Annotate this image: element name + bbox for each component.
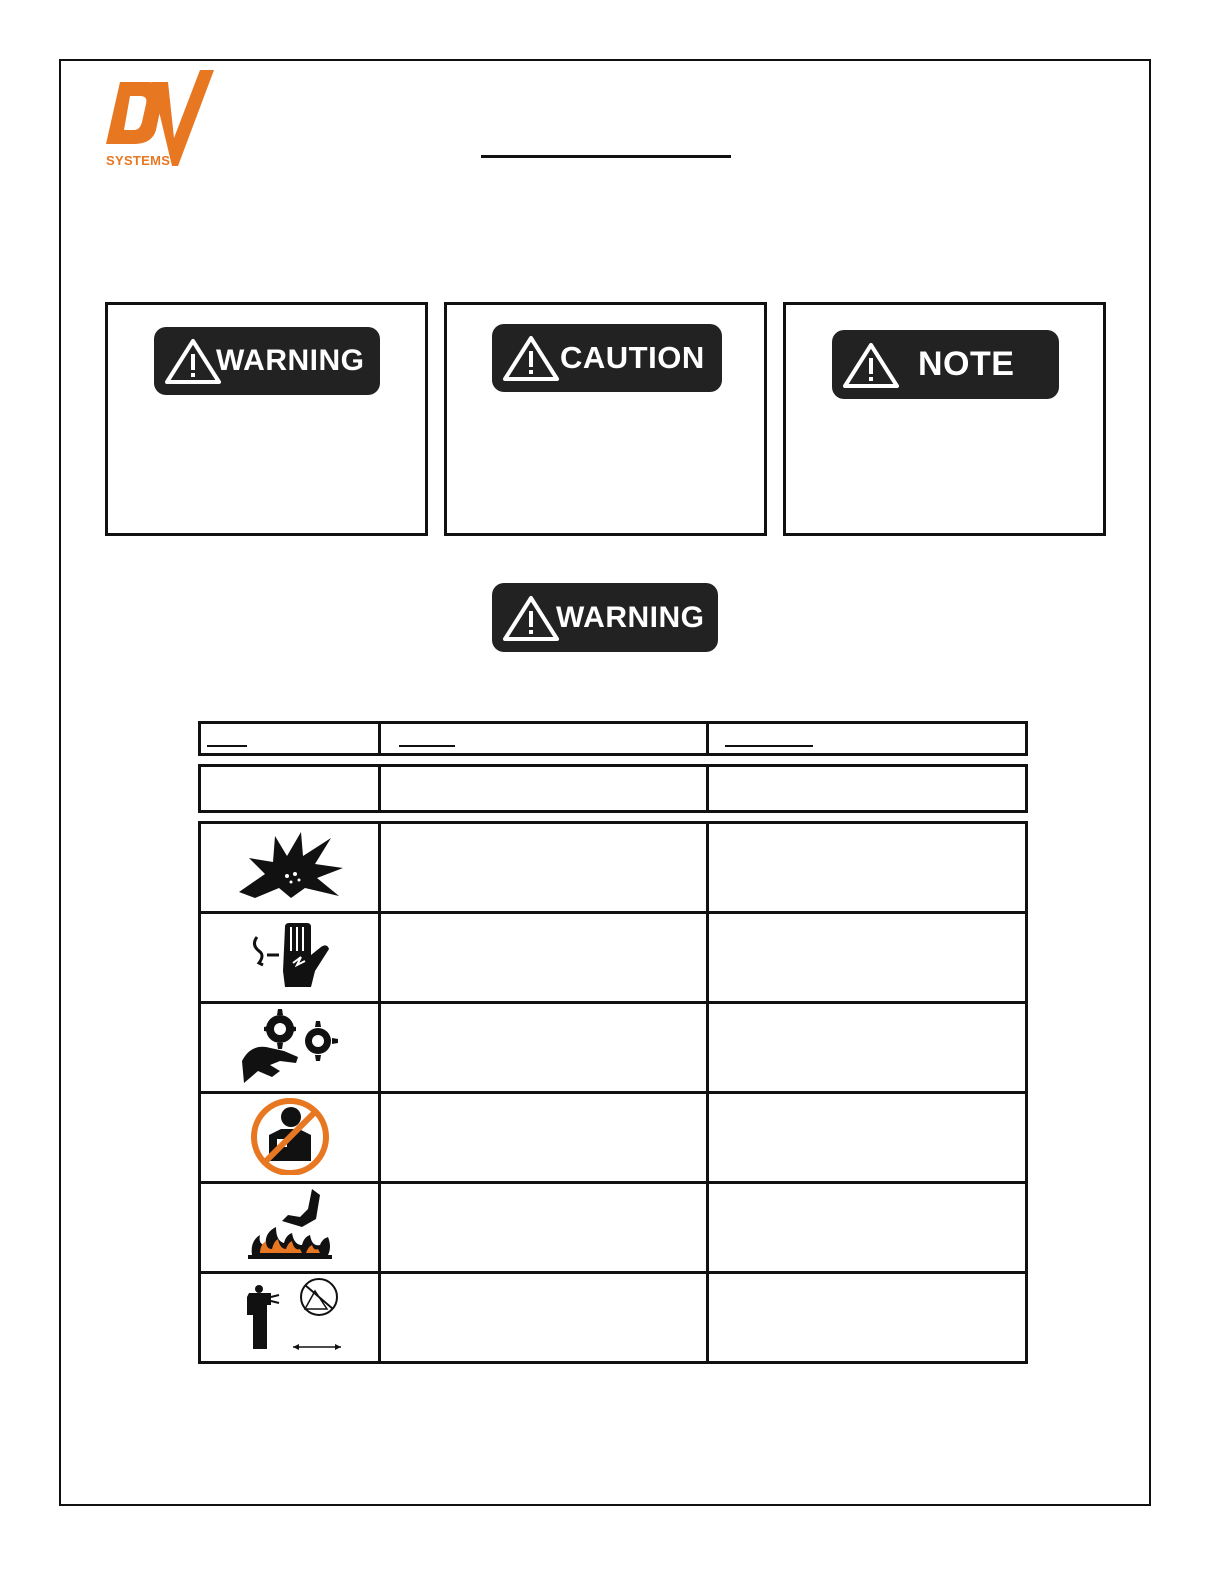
hazard-table-header [198,721,1028,756]
hazard-table [198,821,1028,1364]
hazard-description-cell [380,1183,708,1273]
header-cell-hazard [380,723,708,755]
header-cell-prevention [708,723,1027,755]
hazard-table-blank-row [198,764,1028,813]
table-row [200,1003,1027,1093]
hazard-icon-cell [200,1183,380,1273]
hazard-icon-cell [200,913,380,1003]
hazard-prevention-cell [708,1183,1027,1273]
blank-cell [380,766,708,812]
hazard-icon-cell [200,1273,380,1363]
hazard-description-cell [380,1093,708,1183]
hazard-description-cell [380,1273,708,1363]
ejection-projectile-icon [235,1275,345,1355]
explosion-hazard-icon [235,830,345,900]
no-access-prohibition-icon [247,1095,333,1175]
blank-cell [200,766,380,812]
warning-triangle-icon [502,334,560,382]
table-row [200,1183,1027,1273]
note-definition-box [783,302,1106,536]
note-badge [832,330,1059,399]
warning-triangle-icon [502,594,560,642]
hazard-description-cell [380,823,708,913]
fire-hazard-icon [242,1185,338,1265]
logo-text: SYSTEMS [106,153,171,168]
electric-shock-hand-icon [245,919,335,991]
warning-label: WARNING [216,344,365,377]
table-row [200,1093,1027,1183]
note-label: NOTE [918,345,1015,383]
hazard-icon-cell [200,1003,380,1093]
caution-badge [492,324,722,392]
hazard-description-cell [380,913,708,1003]
hazard-description-cell [380,1003,708,1093]
table-row [200,913,1027,1003]
warning-triangle-icon [842,341,900,389]
hazard-prevention-cell [708,1003,1027,1093]
table-row [200,1273,1027,1363]
center-warning-label: WARNING [556,600,705,634]
caution-definition-box [444,302,767,536]
hazard-icon-cell [200,823,380,913]
gear-entanglement-hand-icon [240,1005,340,1085]
title-underline [481,155,731,158]
hazard-prevention-cell [708,1273,1027,1363]
hazard-prevention-cell [708,913,1027,1003]
hazard-icon-cell [200,1093,380,1183]
blank-cell [708,766,1027,812]
warning-definition-box [105,302,428,536]
warning-badge [154,327,380,395]
center-warning-badge [492,583,718,652]
table-row [200,823,1027,913]
warning-triangle-icon [164,337,222,385]
caution-label: CAUTION [560,340,705,375]
hazard-prevention-cell [708,1093,1027,1183]
hazard-prevention-cell [708,823,1027,913]
header-cell-symbol [200,723,380,755]
